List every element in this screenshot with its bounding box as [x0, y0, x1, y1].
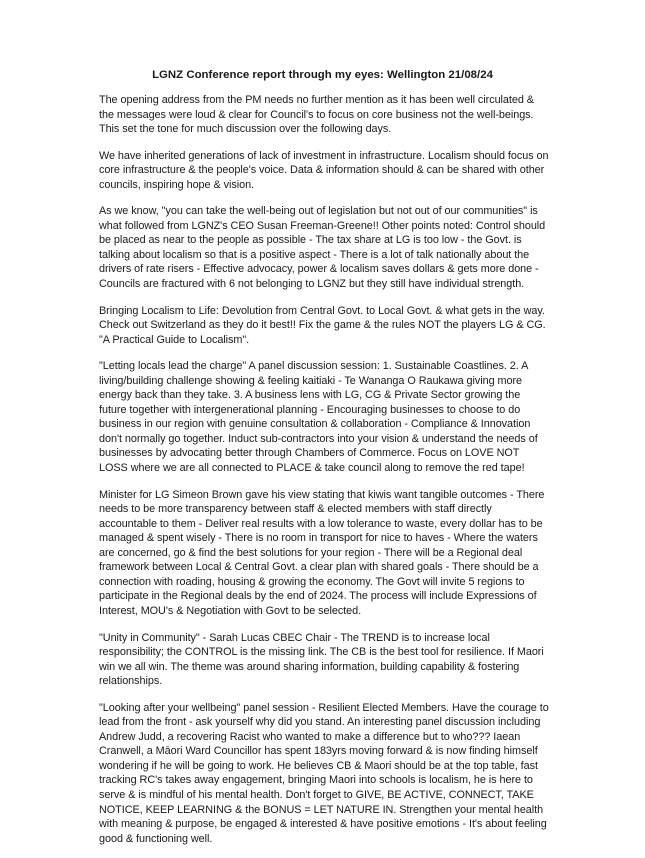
document-title: LGNZ Conference report through my eyes: Wellington 21/08/24 [152, 69, 493, 81]
paragraph-lgnz-ceo: As we know, "you can take the well-being out of legislation but not out of our communities" is what followed from LGNZ's CEO Susan Freeman-Greene!! Other points noted: Control should be placed as near to the people as possible - The tax share at LG is too low - the Govt. is talking about localism so that is a positive aspect - There is a lot of talk nationally about the drivers of rate risers - Effective advocacy, power & localism saves dollars & gets more done - Councils are fractured with 6 not belonging to LGNZ but they still have individual strength. [99, 205, 546, 291]
paragraph-minister-lg: Minister for LG Simeon Brown gave his view stating that kiwis want tangible outcomes - There needs to be more transparency between staff & elected members with staff directly accountable to them - Deliver real results with a low tolerance to waste, every dollar has to be managed & spent wisely - There is no room in transport for nice to haves - Where the waters are concerned, go & find the best solutions for your region - There will be a Regional deal framework between Local & Central Govt. a clear plan with shared goals - There should be a connection with roading, housing & growing the economy. The Govt will invite 5 regions to participate in the Regional deals by the end of 2024. The process will include Expressions of Interest, MOU's & Negotiation with Govt to be selected. [99, 488, 545, 617]
paragraph-opening-address: The opening address from the PM needs no further mention as it has been well circulated & the messages were loud & clear for Council's to focus on core business not the well-beings. This set the tone for much discussion over the following days. [99, 94, 534, 136]
paragraph-bringing-localism: Bringing Localism to Life: Devolution from Central Govt. to Local Govt. & what gets in the way. Check out Switzerland as they do it best!! Fix the game & the rules NOT the players LG & CG. "A Practical Guide to Localism". [99, 304, 546, 346]
paragraph-infrastructure: We have inherited generations of lack of investment in infrastructure. Localism should focus on core infrastructure & the people's voice. Data & information should & can be shared with other councils, inspiring hope & vision. [99, 149, 549, 191]
document-body [99, 93, 550, 858]
paragraph-wellbeing-panel: "Looking after your wellbeing" panel session - Resilient Elected Members. Have the courage to lead from the front - ask yourself why did you stand. An interesting panel discussion including Andrew Judd, a recovering Racist who wanted to make a difference but to who??? Iaean Cranwell, a Māori Ward Councillor has spent 183yrs moving forward & is now finding himself wondering if he will be going to work. He believes CB & Maori should be at the top table, fast tracking RC's takes away engagement, bringing Maori into schools is localism, he is here to serve & is mindful of his mental health. Don't forget to GIVE, BE ACTIVE, CONNECT, TAKE NOTICE, KEEP LEARNING & the BONUS = LET NATURE IN. Strengthen your mental health with meaning & purpose, be engaged & interested & have positive emotions - It's about feeling good & functioning well. [99, 701, 549, 845]
paragraph-letting-locals-lead: "Letting locals lead the charge" A panel discussion session: 1. Sustainable Coastlines. 2. A living/building challenge showing & feeling kaitiaki - Te Wananga O Raukawa giving more energy back than they take. 3. A business lens with LG, CG & Private Sector growing the future together with intergenerational planning - Encouraging businesses to choose to do business in our region with genuine consultation & collaboration - Compliance & Innovation don't normally go together. Induct sub-contractors into your vision & understand the needs of businesses by advocating better through Chambers of Commerce. Focus on LOVE NOT LOSS where we are all connected to PLACE & take council along to remove the red tape! [99, 360, 538, 475]
paragraph-unity-in-community: "Unity in Community" - Sarah Lucas CBEC Chair - The TREND is to increase local responsibility; the CONTROL is the missing link. The CB is the best tool for resilience. If Maori win we all win. The theme was around sharing information, building capability & fostering relationships. [99, 631, 544, 688]
